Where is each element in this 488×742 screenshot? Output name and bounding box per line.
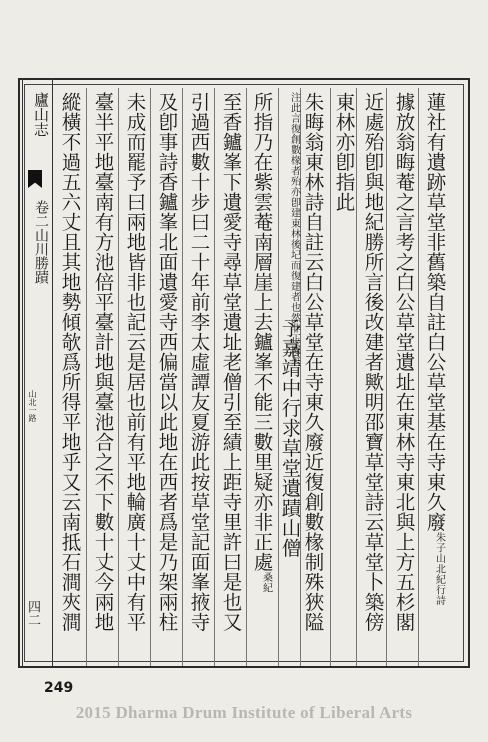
folio-number: 四二	[25, 600, 40, 626]
column-divider	[118, 88, 119, 666]
text-column-10: 及卽事詩香鑪峯北面遺愛寺西偏當以此地在西者爲是乃架兩柱	[155, 92, 179, 632]
text-column-11: 未成而罷予曰兩地皆非也記云是居也前有平地輪廣十丈中有平	[123, 92, 147, 632]
banxin-chapter: 卷二山川勝蹟	[33, 200, 49, 284]
column-divider	[150, 88, 151, 666]
banxin-border-right	[52, 78, 53, 668]
text-column-9: 引過西數十步曰二十年前李太虛譚友夏游此按草堂記面峯掖寺	[187, 92, 211, 632]
text-column-7: 所指乃在紫雲菴南層崖上去鑪峯不能三數里疑亦非正處桑紀	[250, 92, 274, 593]
banxin-small-note: 山北一路	[28, 390, 37, 422]
column-divider	[418, 88, 419, 666]
column-divider	[246, 88, 247, 666]
column-divider	[214, 88, 215, 666]
text-column-8: 至香鑪峯下遺愛寺尋草堂遺址老僧引至績上距寺里許曰是也又	[219, 92, 243, 632]
banxin-title: 廬山志	[32, 92, 50, 137]
column-divider	[330, 88, 331, 666]
text-column-3: 近處殆卽與地紀勝所言後改建者歟明邵寶草堂詩云草堂卜築傍	[361, 92, 385, 632]
column-divider	[86, 88, 87, 666]
banxin-border-left	[22, 78, 23, 668]
text-column-1: 蓮社有遺跡草堂非舊築自註白公草堂基在寺東久廢朱子山北紀行詩	[423, 92, 447, 606]
text-column-4: 東林亦卽指此	[332, 92, 356, 212]
text-column-13: 縱橫不過五六丈且其地勢傾欹爲所得平地乎又云南抵石澗夾澗	[58, 92, 82, 632]
text-column-5: 朱晦翁東林詩自註云白公草堂在寺東久廢近復創數椽制殊狹隘	[301, 92, 325, 632]
column-divider	[182, 88, 183, 666]
text-column-2: 據放翁晦菴之言考之白公草堂遺址在東林寺東北與上方五杉閣	[392, 92, 416, 632]
text-column-12: 臺半平地臺南有方池倍平臺計地與臺池合之不下數十丈今兩地	[91, 92, 115, 632]
page-number: 249	[44, 680, 74, 696]
column-divider	[356, 88, 357, 666]
watermark-text: 2015 Dharma Drum Institute of Liberal Arts	[75, 703, 413, 722]
text-column-6: 注此言復創數椽者殆亦卽建東林後圮而復建者也然非正處矣予嘉靖中行求草堂遺蹟山僧	[278, 92, 302, 558]
column-divider	[386, 88, 387, 666]
